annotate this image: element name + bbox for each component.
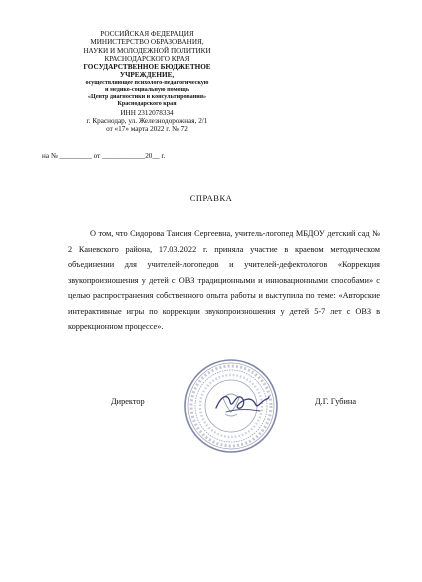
inn: ИНН 2312078334 — [120, 108, 174, 117]
letterhead — [62, 30, 232, 134]
signature-icon — [212, 388, 272, 418]
letterhead-line-1: РОССИЙСКАЯ ФЕДЕРАЦИЯ — [100, 30, 194, 38]
org-desc-line-4: Краснодарского края — [117, 100, 177, 107]
org-desc-line-2: и медико-социальную помощь — [104, 86, 190, 93]
document-title: СПРАВКА — [189, 193, 233, 203]
signatory-name: Д.Г. Губина — [315, 397, 357, 406]
document-body — [68, 226, 380, 335]
reference-line: на № _________ от ____________20__ г. — [42, 152, 166, 160]
org-desc-line-1: осуществляющее психолого-педагогическую — [85, 79, 209, 86]
letterhead-line-4: КРАСНОДАРСКОГО КРАЯ — [104, 54, 190, 63]
body-paragraph: О том, что Сидорова Таисия Сергеевна, учитель-логопед МБДОУ детский сад № 2 Каневского района, 17.03.2022 г. приняла участие в краевом методическом объединении для учителей-логопедов и учителей-дефектологов «Коррекция звукопроизношения у детей с ОВЗ традиционными и инновационными способами» с целью распространения собственного опыта работы и выступила по теме: «Авторские интерактивные игры по коррекции звукопроизношения у детей 5-7 лет с ОВЗ в коррекционном процессе». — [68, 229, 380, 331]
org-name-line-1: ГОСУДАРСТВЕННОЕ БЮДЖЕТНОЕ — [83, 63, 211, 72]
org-name-line-2: УЧРЕЖДЕНИЕ, — [119, 71, 175, 80]
address: г. Краснодар, ул. Железнодорожная, 2/1 — [86, 116, 208, 125]
org-desc-line-3: «Центр диагностики и консультирования» — [87, 93, 207, 100]
letterhead-line-3: НАУКИ И МОЛОДЕЖНОЙ ПОЛИТИКИ — [83, 46, 211, 55]
signatory-position: Директор — [111, 397, 145, 406]
issue-date-number: от «17» марта 2022 г. № 72 — [106, 125, 188, 134]
letterhead-line-2: МИНИСТЕРСТВО ОБРАЗОВАНИЯ, — [90, 38, 204, 47]
